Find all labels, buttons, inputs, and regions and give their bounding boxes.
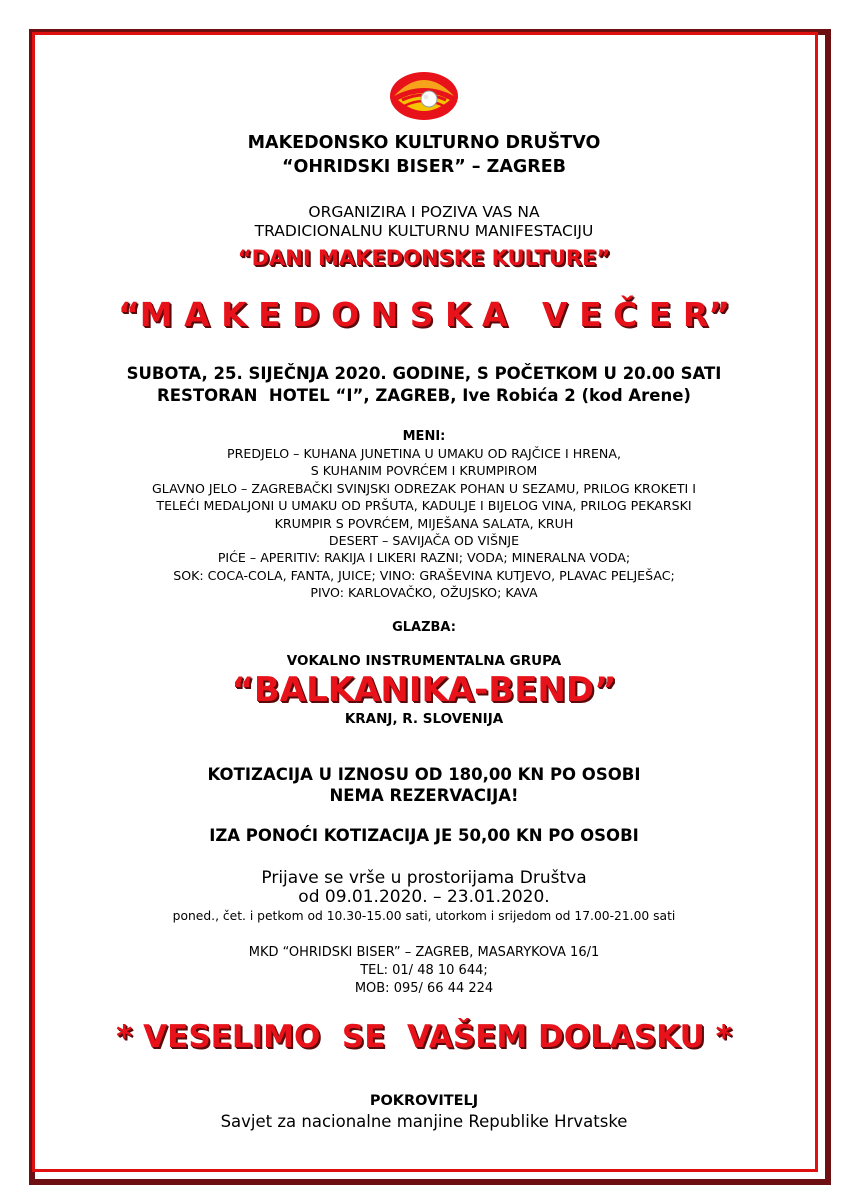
menu-line: PREDJELO – KUHANA JUNETINA U UMAKU OD RAJČICE I HRENA, xyxy=(227,446,621,461)
menu-list xyxy=(0,445,848,602)
registration-hours: poned., čet. i petkom od 10.30-15.00 sati, utorkom i srijedom od 17.00-21.00 sati xyxy=(172,909,676,923)
menu-line: PIĆE – APERITIV: RAKIJA I LIKERI RAZNI; VODA; MINERALNA VODA; xyxy=(217,550,631,566)
shell-pearl-logo xyxy=(388,66,460,122)
music-heading: GLAZBA: xyxy=(392,620,456,635)
menu-heading: MENI: xyxy=(402,429,446,444)
contact-tel: TEL: 01/ 48 10 644; xyxy=(360,963,488,978)
menu-line: TELEĆI MEDALJONI U UMAKU OD PRŠUTA, KADULJE I BIJELOG VINA, PRILOG PEKARSKI xyxy=(156,498,692,514)
event-title: “M A K E D O N S K A V E Č E R” xyxy=(118,295,730,334)
invite-line1: ORGANIZIRA I POZIVA VAS NA xyxy=(308,203,540,221)
menu-line: GLAVNO JELO – ZAGREBAČKI SVINJSKI ODREZAK POHAN U SEZAMU, PRILOG KROKETI I xyxy=(152,480,696,496)
fee-line2: NEMA REZERVACIJA! xyxy=(329,786,519,805)
registration-dates: od 09.01.2020. – 23.01.2020. xyxy=(298,887,550,907)
menu-line: PIVO: KARLOVAČKO, OŽUJSKO; KAVA xyxy=(310,585,538,601)
menu-line: KRUMPIR S POVRĆEM, MIJEŠANA SALATA, KRUH xyxy=(274,515,574,531)
festival-title: “DANI MAKEDONSKE KULTURE” xyxy=(237,246,611,270)
band-name: “BALKANIKA-BEND” xyxy=(231,670,617,710)
org-name-line2: “OHRIDSKI BISER” – ZAGREB xyxy=(282,157,566,177)
music-group-type: VOKALNO INSTRUMENTALNA GRUPA xyxy=(286,653,562,669)
band-origin: KRANJ, R. SLOVENIJA xyxy=(344,711,504,727)
event-date: SUBOTA, 25. SIJEČNJA 2020. GODINE, S POČETKOM U 20.00 SATI xyxy=(126,364,722,383)
menu-line: S KUHANIM POVRĆEM I KRUMPIROM xyxy=(310,463,538,479)
sponsor-name: Savjet za nacionalne manjine Republike Hrvatske xyxy=(220,1112,628,1131)
menu-line: DESERT – SAVIJAČA OD VIŠNJE xyxy=(328,533,520,549)
sponsor-heading: POKROVITELJ xyxy=(369,1093,479,1109)
event-venue: RESTORAN HOTEL “I”, ZAGREB, Ive Robića 2 (kod Arene) xyxy=(157,386,691,405)
welcome-banner: * VESELIMO SE VAŠEM DOLASKU * xyxy=(116,1019,732,1055)
fee-after-midnight: IZA PONOĆI KOTIZACIJA JE 50,00 KN PO OSOBI xyxy=(209,826,639,845)
contact-mob: MOB: 095/ 66 44 224 xyxy=(354,981,494,996)
fee-line1: KOTIZACIJA U IZNOSU OD 180,00 KN PO OSOBI xyxy=(207,765,641,784)
registration-line1: Prijave se vrše u prostorijama Društva xyxy=(261,868,587,888)
org-name-line1: MAKEDONSKO KULTURNO DRUŠTVO xyxy=(247,133,601,153)
menu-line: SOK: COCA-COLA, FANTA, JUICE; VINO: GRAŠEVINA KUTJEVO, PLAVAC PELJEŠAC; xyxy=(173,567,675,583)
contact-address: MKD “OHRIDSKI BISER” – ZAGREB, MASARYKOVA 16/1 xyxy=(248,945,600,960)
invite-line2: TRADICIONALNU KULTURNU MANIFESTACIJU xyxy=(254,222,594,240)
